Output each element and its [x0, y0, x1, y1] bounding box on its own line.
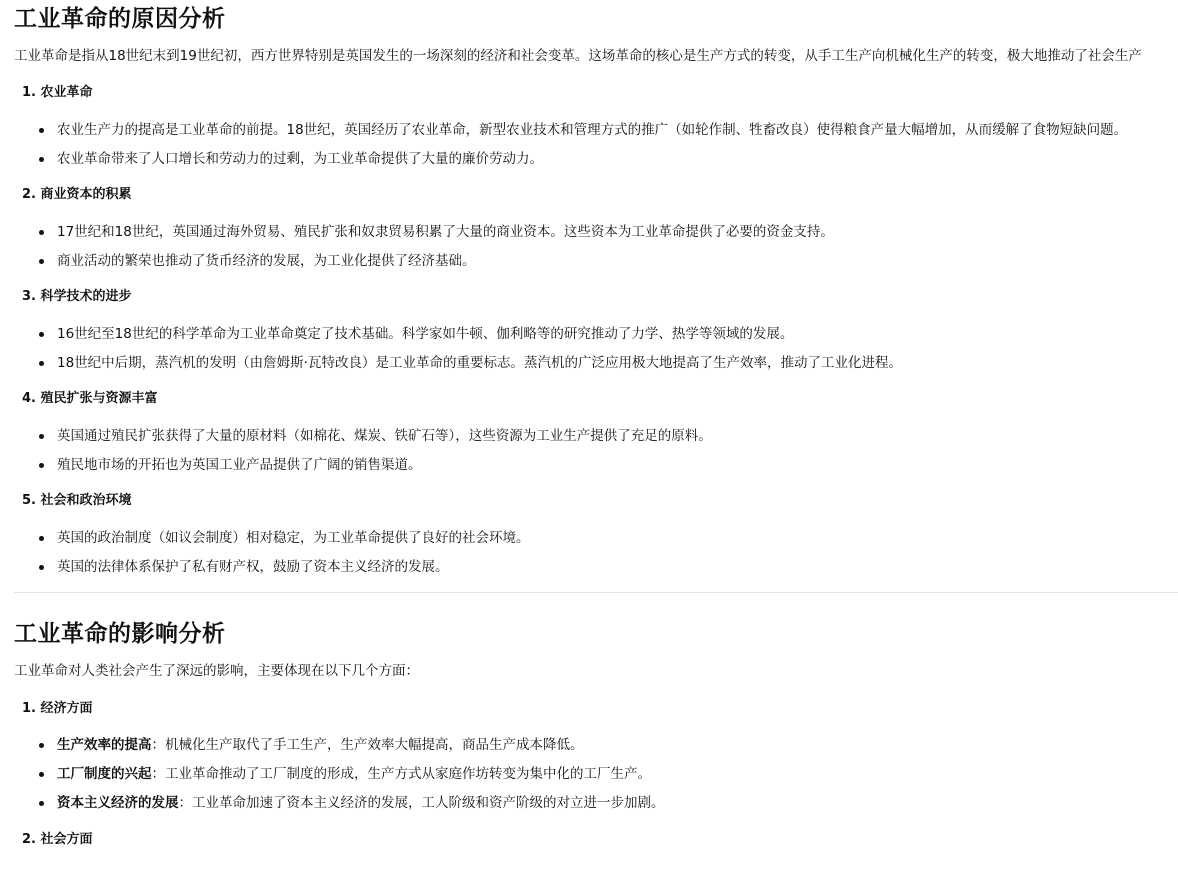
impact-section-1 — [14, 699, 665, 813]
intro-paragraph: 工业革命是指从18世纪末到19世纪初，西方世界特别是英国发生的一场深刻的经济和社会变革。这场革命的核心是生产方式的转变，从手工生产向机械化生产的转变，极大地推动了社会生产 — [14, 48, 1142, 64]
list-item: 工厂制度的兴起：工业革命推动了工厂制度的形成，生产方式从家庭作坊转变为集中化的工厂生产。 — [14, 764, 665, 784]
section-heading: 4. 殖民扩张与资源丰富 — [22, 391, 158, 406]
bullet-dot — [39, 259, 44, 264]
page-title: 工业革命的原因分析 — [14, 6, 226, 32]
impact-intro-paragraph: 工业革命对人类社会产生了深远的影响，主要体现在以下几个方面： — [14, 663, 419, 679]
list-item: 资本主义经济的发展：工业革命加速了资本主义经济的发展，工人阶级和资产阶级的对立进一步加剧。 — [14, 793, 665, 813]
bullet-dot — [39, 743, 44, 748]
bullet-dot — [39, 536, 44, 541]
section-divider — [14, 592, 1178, 593]
term-label: 生产效率的提高 — [57, 737, 152, 753]
list-item: 英国通过殖民扩张获得了大量的原材料（如棉花、煤炭、铁矿石等），这些资源为工业生产提供了充足的原料。 — [14, 426, 712, 446]
term-label: 工厂制度的兴起 — [57, 766, 152, 782]
section-heading: 2. 社会方面 — [22, 832, 93, 847]
section-heading: 1. 农业革命 — [22, 85, 93, 100]
bullet-dot — [39, 361, 44, 366]
bullet-dot — [39, 772, 44, 777]
cause-section-1 — [14, 83, 1127, 169]
list-item: 商业活动的繁荣也推动了货币经济的发展，为工业化提供了经济基础。 — [14, 251, 834, 271]
list-item: 17世纪和18世纪，英国通过海外贸易、殖民扩张和奴隶贸易积累了大量的商业资本。这些资本为工业革命提供了必要的资金支持。 — [14, 222, 834, 242]
list-item: 殖民地市场的开拓也为英国工业产品提供了广阔的销售渠道。 — [14, 455, 712, 475]
bullet-dot — [39, 434, 44, 439]
list-item: 农业革命带来了人口增长和劳动力的过剩，为工业革命提供了大量的廉价劳动力。 — [14, 149, 1127, 169]
cause-section-5 — [14, 491, 530, 577]
impact-section-2 — [14, 830, 93, 850]
list-item: 英国的政治制度（如议会制度）相对稳定，为工业革命提供了良好的社会环境。 — [14, 528, 530, 548]
bullet-dot — [39, 157, 44, 162]
section-title-impact: 工业革命的影响分析 — [14, 621, 226, 647]
cause-section-2 — [14, 185, 834, 271]
bullet-dot — [39, 230, 44, 235]
section-heading: 5. 社会和政治环境 — [22, 493, 132, 508]
cause-section-3 — [14, 287, 902, 373]
list-item: 16世纪至18世纪的科学革命为工业革命奠定了技术基础。科学家如牛顿、伽利略等的研究推动了力学、热学等领域的发展。 — [14, 324, 902, 344]
bullet-dot — [39, 332, 44, 337]
bullet-dot — [39, 463, 44, 468]
bullet-dot — [39, 128, 44, 133]
section-heading: 2. 商业资本的积累 — [22, 187, 132, 202]
section-heading: 1. 经济方面 — [22, 701, 93, 716]
list-item: 英国的法律体系保护了私有财产权，鼓励了资本主义经济的发展。 — [14, 557, 530, 577]
list-item: 生产效率的提高：机械化生产取代了手工生产，生产效率大幅提高，商品生产成本降低。 — [14, 735, 665, 755]
bullet-dot — [39, 801, 44, 806]
term-label: 资本主义经济的发展 — [57, 795, 179, 811]
list-item: 农业生产力的提高是工业革命的前提。18世纪，英国经历了农业革命，新型农业技术和管理方式的推广（如轮作制、牲畜改良）使得粮食产量大幅增加，从而缓解了食物短缺问题。 — [14, 120, 1127, 140]
list-item: 18世纪中后期，蒸汽机的发明（由詹姆斯·瓦特改良）是工业革命的重要标志。蒸汽机的广泛应用极大地提高了生产效率，推动了工业化进程。 — [14, 353, 902, 373]
section-heading: 3. 科学技术的进步 — [22, 289, 132, 304]
cause-section-4 — [14, 389, 712, 475]
bullet-dot — [39, 565, 44, 570]
